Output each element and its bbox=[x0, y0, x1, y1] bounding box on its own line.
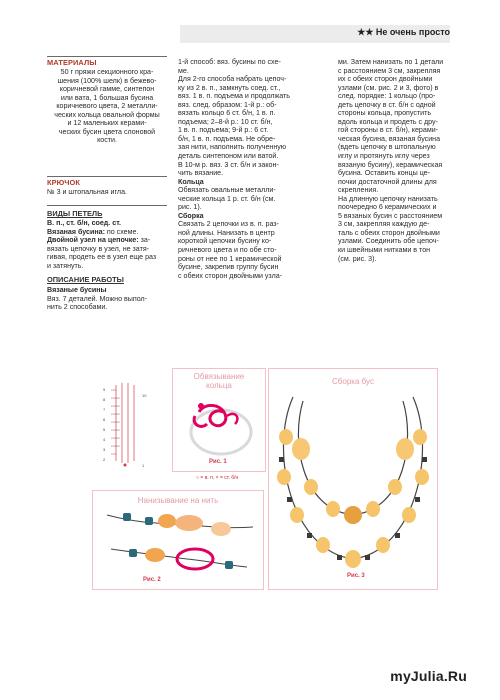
materials-line: 50 г пряжи секционного кра- bbox=[60, 68, 154, 76]
svg-text:7: 7 bbox=[103, 407, 106, 412]
col2-line: деталь синтепоном или ватой. bbox=[178, 152, 279, 161]
col2-line: ку из 2 в. п., замкнуть соед. ст., bbox=[178, 83, 281, 92]
col2-line: В 10-м р. вяз. 3 ст. б/н и закон- bbox=[178, 160, 279, 169]
col3-line: иглу и протянуть иглу через bbox=[338, 152, 430, 161]
figure-3-panel bbox=[268, 368, 438, 590]
figure-2-label: Рис. 2 bbox=[143, 577, 161, 583]
materials-line: или вата, 1 большая бусина bbox=[60, 93, 154, 102]
figure-2-panel bbox=[92, 490, 264, 590]
svg-text:×××××: ××××× bbox=[111, 444, 120, 448]
col2-line: Обвязать овальные металли- bbox=[178, 186, 276, 195]
col3-line: их с обеих сторон двойными bbox=[338, 75, 433, 84]
section-rule bbox=[47, 176, 167, 177]
difficulty-rating bbox=[270, 27, 450, 38]
col2-line: 1-й способ: вяз. бусины по схе- bbox=[178, 58, 281, 66]
col3-line: бусина. Оставить концы це- bbox=[338, 169, 430, 178]
hook-heading: КРЮЧОК bbox=[47, 178, 81, 187]
col2-line: ческие кольца 1 р. ст. б/н (см. bbox=[178, 194, 276, 203]
col3-line: вязаную бусину), керамическая bbox=[338, 160, 443, 169]
col3-line: гой стороны в ст. б/н), керами- bbox=[338, 126, 439, 135]
materials-line: ческих бусин цвета слоновой bbox=[58, 127, 156, 136]
col2-line: ной длины. Нанизать в центр bbox=[178, 228, 275, 237]
svg-text:×××××: ××××× bbox=[111, 412, 120, 416]
col2-line: зая нити, наполнить полученную bbox=[178, 143, 287, 152]
stitches-line: и затянуть. bbox=[47, 261, 84, 270]
figure-1-label: Рис. 1 bbox=[209, 459, 227, 465]
stitches-line: Двойной узел на цепочке: за- bbox=[47, 236, 151, 245]
knitted-beads-subheading: Вязаные бусины bbox=[47, 286, 107, 294]
col2-line: ме. bbox=[178, 66, 189, 75]
svg-text:×××××: ××××× bbox=[111, 436, 120, 440]
figure-1-title: Обвязывание кольца bbox=[193, 372, 245, 390]
svg-text:9: 9 bbox=[103, 387, 106, 392]
col2-line: б/н, 1 в. п. подъема. Не обре- bbox=[178, 134, 276, 143]
chain-stitch-symbol: ○ bbox=[196, 475, 200, 481]
rings-subheading: Кольца bbox=[178, 177, 204, 186]
col3-line: ческая бусина, вязаная бусина bbox=[338, 134, 441, 143]
legend bbox=[196, 475, 238, 481]
col3-line: узлами (см. рис. 2 и 3, фото) в bbox=[338, 83, 439, 92]
work-desc-heading: ОПИСАНИЕ РАБОТЫ bbox=[47, 275, 124, 284]
legend-chain: = в. п. bbox=[200, 475, 215, 481]
col2-line: Для 2-го способа набрать цепоч- bbox=[178, 75, 287, 84]
svg-text:×××××: ××××× bbox=[111, 396, 120, 400]
col3-line: ки швейными нитками в тон bbox=[338, 246, 431, 255]
rating-text: Не очень просто bbox=[375, 27, 450, 37]
work-desc-text bbox=[47, 286, 167, 312]
col3-line: скрепления. bbox=[338, 186, 379, 195]
figure-3-title: Сборка бус bbox=[332, 377, 374, 386]
materials-heading: МАТЕРИАЛЫ bbox=[47, 58, 97, 67]
rating-stars: ★★ bbox=[357, 27, 374, 37]
col2-line: бусине, закрепив группу бусин bbox=[178, 263, 279, 272]
col2-line: вяз. след. образом: 1-й р.: об- bbox=[178, 100, 277, 109]
column-3-text bbox=[338, 58, 456, 263]
col3-line: (см. рис. 3). bbox=[338, 254, 377, 263]
col3-line: таль с обеих сторон двойными bbox=[338, 228, 440, 237]
svg-text:×××××: ××××× bbox=[111, 428, 120, 432]
necklace-illustration bbox=[273, 391, 433, 571]
col2-line: короткой цепочки бусину ко- bbox=[178, 237, 272, 246]
svg-text:1: 1 bbox=[142, 463, 145, 468]
svg-text:4: 4 bbox=[103, 437, 106, 442]
svg-text:2: 2 bbox=[103, 457, 106, 462]
figure-1-panel bbox=[172, 368, 266, 472]
col3-line: вдоль кольца и продеть с дру- bbox=[338, 117, 438, 126]
col3-line: ми. Затем нанизать по 1 детали bbox=[338, 58, 444, 66]
col2-line: подъема; 2–8-й р.: 10 ст. б/н, bbox=[178, 117, 273, 126]
materials-line: ческих кольца овальной формы bbox=[54, 110, 160, 119]
col2-line: вяз. 1 в. п. подъема и продолжать bbox=[178, 92, 290, 101]
site-brand: myJulia.Ru bbox=[390, 668, 467, 684]
col2-line: 1 в. п. подъема; 9-й р.: 6 ст. bbox=[178, 126, 269, 135]
svg-text:3: 3 bbox=[103, 447, 106, 452]
stitches-line: В. п., ст. б/н, соед. ст. bbox=[47, 219, 122, 227]
ring-crochet-illustration bbox=[181, 394, 257, 458]
col2-line: вязать кольцо 6 ст. б/н, 1 в. п. bbox=[178, 109, 276, 118]
col2-line: с обеих сторон двойными узла- bbox=[178, 271, 283, 280]
materials-line: коричневого цвета, 2 металли- bbox=[56, 102, 158, 111]
column-2-text bbox=[178, 58, 330, 280]
materials-line: шения (100% шелк) в бежево- bbox=[57, 76, 157, 85]
svg-text:10: 10 bbox=[142, 393, 147, 398]
svg-text:×××: ××× bbox=[111, 388, 117, 392]
col3-line: след. порядке: 1 кольцо (про- bbox=[338, 92, 436, 101]
col3-line: узлами. Соединить обе цепоч- bbox=[338, 237, 439, 246]
materials-line: и 12 маленьких керами- bbox=[67, 119, 147, 128]
col2-line: чить вязание. bbox=[178, 169, 224, 178]
svg-text:8: 8 bbox=[103, 397, 106, 402]
col2-line: рис. 1). bbox=[178, 203, 202, 212]
svg-text:×××××: ××××× bbox=[111, 420, 120, 424]
bead-crochet-chart bbox=[102, 377, 152, 469]
figure-2-title: Нанизывание на нить bbox=[137, 496, 219, 505]
legend-sc: = ст. б/н bbox=[219, 475, 239, 481]
materials-text bbox=[47, 68, 167, 145]
col3-line: стороны кольца, пропустить bbox=[338, 109, 432, 118]
hook-text: № 3 и штопальная игла. bbox=[47, 188, 127, 196]
col3-line: поочередно 6 керамических и bbox=[338, 203, 437, 212]
work-desc-line: нить 2 способами. bbox=[47, 303, 108, 312]
col3-line: (вдеть цепочку в штопальную bbox=[338, 143, 436, 152]
col3-line: 5 вязаных бусин с расстоянием bbox=[338, 211, 443, 220]
assembly-subheading: Сборка bbox=[178, 211, 204, 220]
figure-3-label: Рис. 3 bbox=[347, 573, 365, 579]
col3-line: На длинную цепочку нанизать bbox=[338, 194, 438, 203]
svg-text:5: 5 bbox=[103, 427, 106, 432]
single-crochet-symbol: × bbox=[215, 475, 219, 481]
stringing-illustration bbox=[97, 509, 259, 579]
col2-line: ричневого цвета и по обе сто- bbox=[178, 246, 277, 255]
stitches-line: вязать цепочку в узел, не затя- bbox=[47, 244, 150, 253]
svg-text:×××: ××× bbox=[111, 452, 117, 456]
svg-text:6: 6 bbox=[103, 417, 106, 422]
stitches-heading: ВИДЫ ПЕТЕЛЬ bbox=[47, 209, 103, 218]
col3-line: деть цепочку в ст. б/н с одной bbox=[338, 100, 436, 109]
crochet-scheme-graphic bbox=[102, 377, 152, 469]
col2-line: роны от нее по 1 керамической bbox=[178, 254, 282, 263]
stitches-text bbox=[47, 219, 167, 270]
col3-line: 3 см, закрепляя каждую де- bbox=[338, 220, 430, 229]
materials-line: коричневой гамме, синтепон bbox=[59, 85, 155, 94]
col2-line: Связать 2 цепочки из в. п. раз- bbox=[178, 220, 279, 229]
stitches-line: гивая, продеть ее в узел еще раз bbox=[47, 253, 157, 262]
svg-text:×××××: ××××× bbox=[111, 404, 120, 408]
section-rule bbox=[47, 205, 167, 206]
col3-line: с расстоянием 3 см, закрепляя bbox=[338, 66, 441, 75]
col3-line: почки достаточной длины для bbox=[338, 177, 437, 186]
work-desc-line: Вяз. 7 деталей. Можно выпол- bbox=[47, 294, 147, 303]
materials-line: кости. bbox=[97, 136, 117, 145]
stitches-line: Вязаная бусина: по схеме. bbox=[47, 227, 139, 236]
section-rule bbox=[47, 56, 167, 57]
